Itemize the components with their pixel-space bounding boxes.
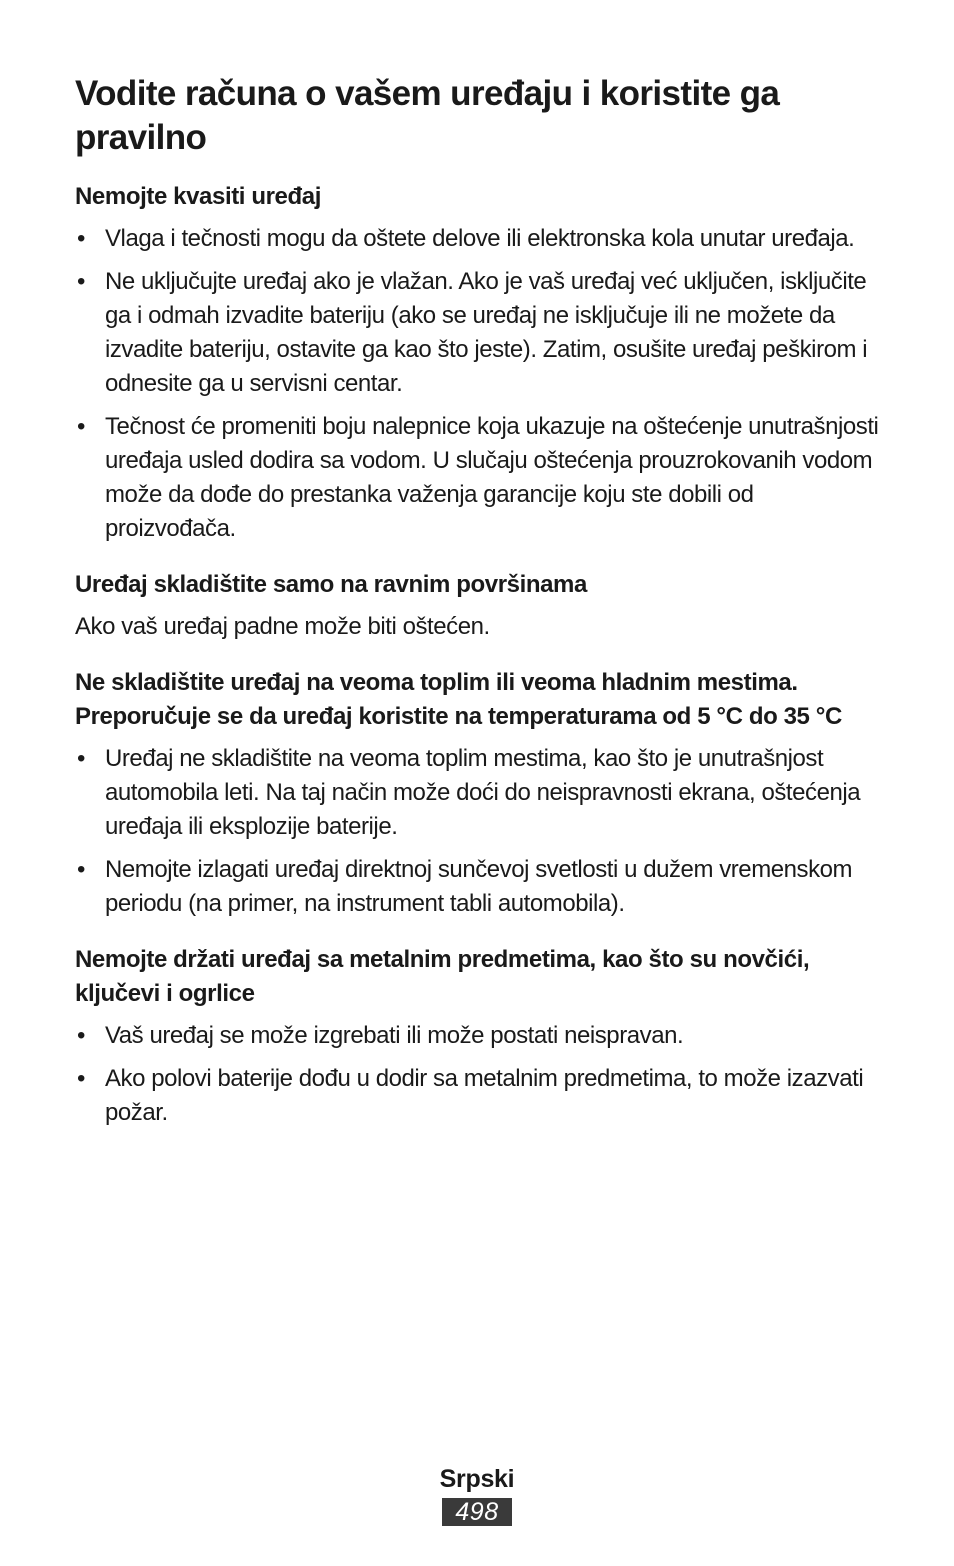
section-heading: Ne skladištite uređaj na veoma toplim ili veoma hladnim mestima. Preporučuje se da uređaj koristite na temperaturama od 5 °C do 35 °C (75, 669, 842, 730)
document-page (75, 72, 885, 1152)
section-heading: Uređaj skladištite samo na ravnim površinama (75, 571, 587, 598)
section-paragraph: Ako vaš uređaj padne može biti oštećen. (75, 613, 490, 640)
sections-container (75, 180, 885, 1130)
bullet-icon: • (77, 745, 85, 772)
bullet-text: Ne uključujte uređaj ako je vlažan. Ako je vaš uređaj već uključen, isključite ga i odmah izvadite bateriju (ako se uređaj ne isključuje ili ne možete da izvadite bateriju, ostavite ga kao što jeste). Zatim, osušite uređaj peškirom i odnesite ga u servisni centar. (105, 268, 868, 397)
section-heading: Nemojte držati uređaj sa metalnim predmetima, kao što su novčići, ključevi i ogrlice (75, 946, 810, 1007)
bullet-text: Nemojte izlagati uređaj direktnoj sunčevoj svetlosti u dužem vremenskom periodu (na primer, na instrument tabli automobila). (105, 856, 853, 917)
bullet-item (75, 222, 885, 256)
bullet-item (75, 1019, 885, 1053)
page-number-badge: 498 (442, 1498, 511, 1526)
bullet-icon: • (77, 413, 85, 440)
page-footer (0, 1462, 954, 1526)
page-title: Vodite računa o vašem uređaju i koristite ga pravilno (75, 74, 780, 157)
bullet-item (75, 265, 885, 401)
bullet-text: Vlaga i tečnosti mogu da oštete delove ili elektronska kola unutar uređaja. (105, 225, 855, 252)
bullet-text: Uređaj ne skladištite na veoma toplim mestima, kao što je unutrašnjost automobila leti. Na taj način može doći do neispravnosti ekrana, oštećenja uređaja ili eksplozije baterije. (105, 745, 861, 840)
bullet-icon: • (77, 1022, 85, 1049)
bullet-text: Vaš uređaj se može izgrebati ili može postati neispravan. (105, 1022, 684, 1049)
bullet-list (75, 222, 885, 546)
bullet-icon: • (77, 225, 85, 252)
bullet-icon: • (77, 268, 85, 295)
bullet-icon: • (77, 1065, 85, 1092)
bullet-icon: • (77, 856, 85, 883)
bullet-item (75, 410, 885, 546)
bullet-text: Tečnost će promeniti boju nalepnice koja ukazuje na oštećenje unutrašnjosti uređaja usled dodira sa vodom. U slučaju oštećenja prouzrokovanih vodom može da dođe do prestanka važenja garancije koju ste dobili od proizvođača. (105, 413, 879, 542)
bullet-item (75, 742, 885, 844)
section-heading: Nemojte kvasiti uređaj (75, 183, 321, 210)
bullet-list (75, 1019, 885, 1130)
bullet-list (75, 742, 885, 921)
bullet-item (75, 853, 885, 921)
bullet-text: Ako polovi baterije dođu u dodir sa metalnim predmetima, to može izazvati požar. (105, 1065, 864, 1126)
footer-language: Srpski (439, 1465, 515, 1493)
bullet-item (75, 1062, 885, 1130)
